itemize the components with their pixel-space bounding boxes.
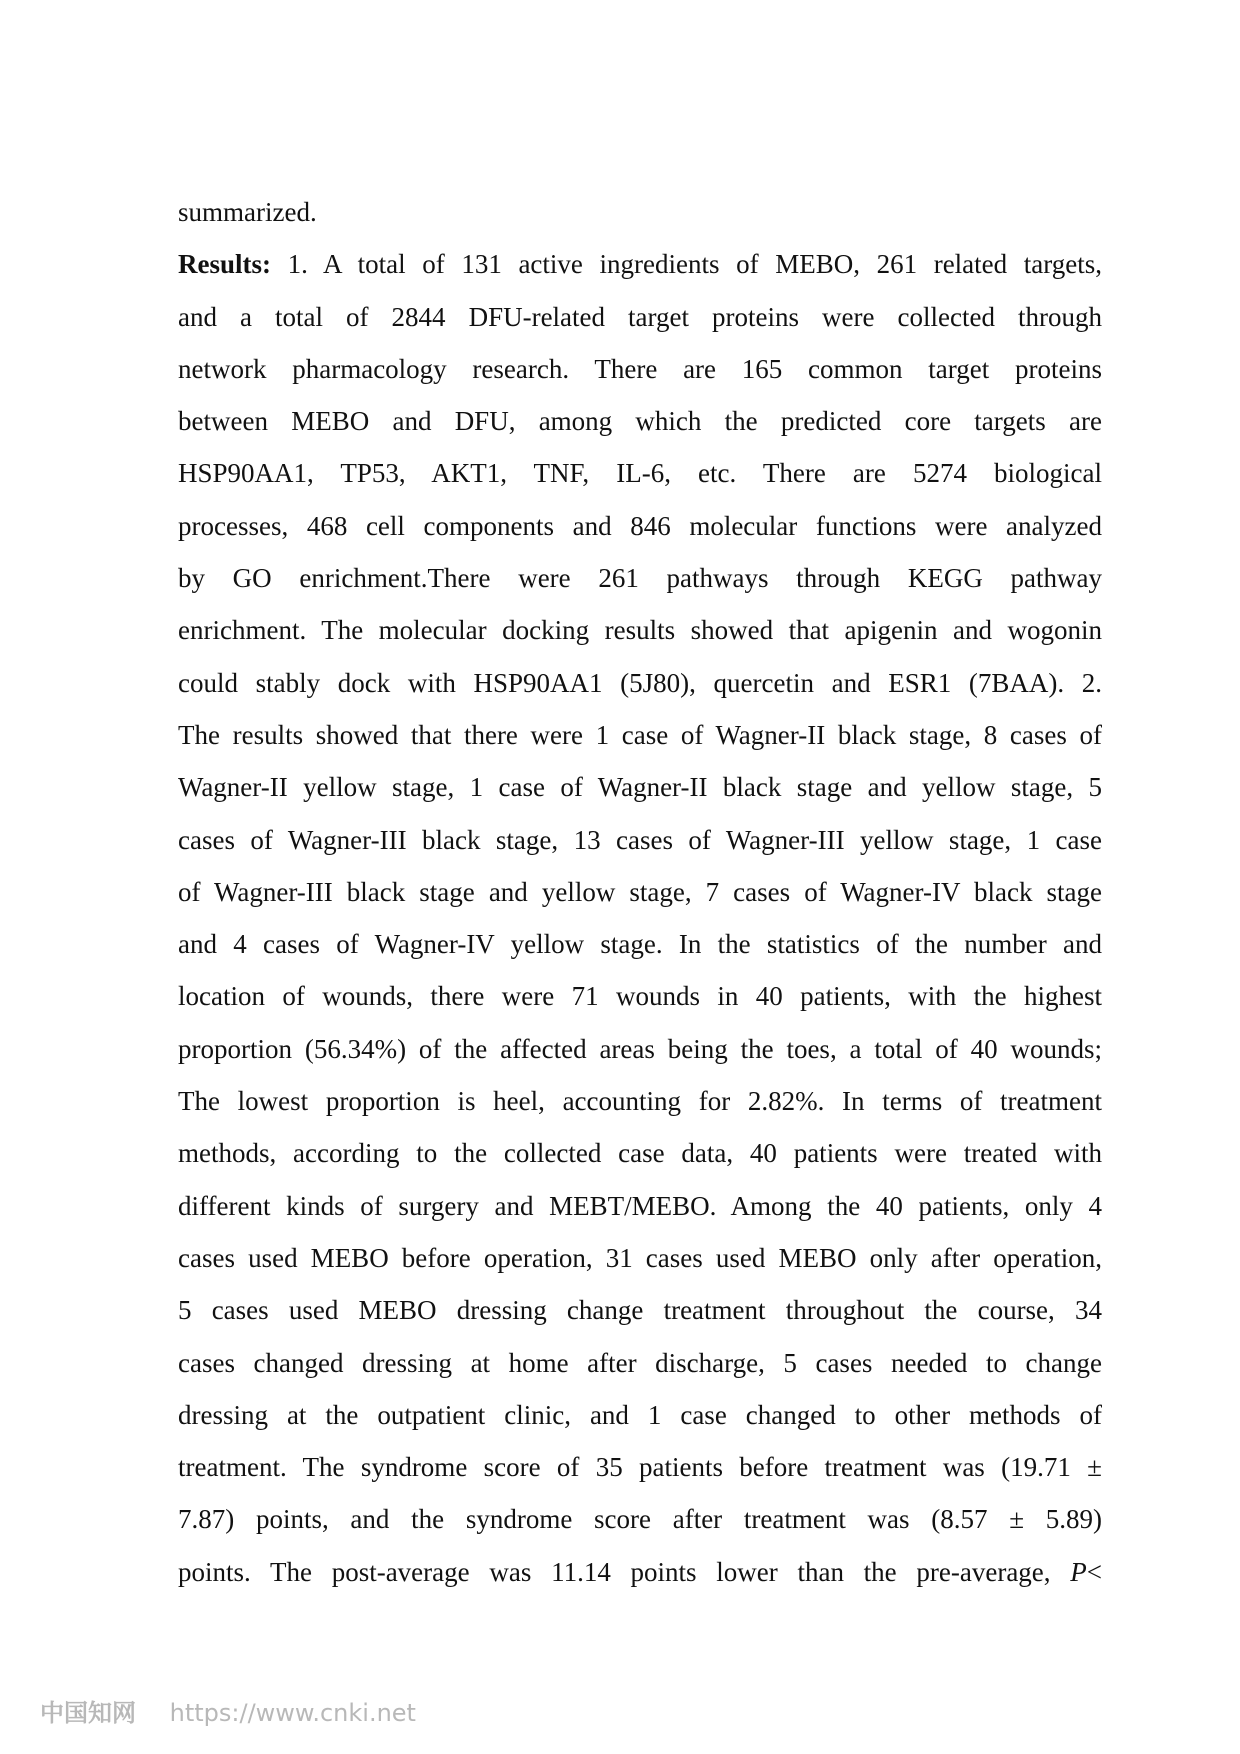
- line-text: 1. A total of 131 active ingredients of MEBO, 261 related targets,: [271, 249, 1102, 280]
- line-text: points. The post-average was 11.14 points lower than the pre-average,: [178, 1556, 1071, 1587]
- text-line: [178, 970, 1102, 1022]
- text-line: [178, 1441, 1102, 1493]
- text-line: [178, 1023, 1102, 1075]
- text-line: [178, 186, 1102, 238]
- line-text: summarized.: [178, 197, 317, 227]
- line-text: proportion (56.34%) of the affected areas being the toes, a total of 40 wounds;: [178, 1033, 1102, 1064]
- text-line: [178, 1493, 1102, 1545]
- section-label: Results:: [178, 249, 271, 280]
- line-text: and a total of 2844 DFU-related target proteins were collected through: [178, 301, 1102, 332]
- text-line: [178, 552, 1102, 604]
- text-line: [178, 1337, 1102, 1389]
- text-line: [178, 918, 1102, 970]
- text-line: [178, 761, 1102, 813]
- line-text: dressing at the outpatient clinic, and 1 case changed to other methods of: [178, 1399, 1102, 1430]
- results-paragraph: [178, 186, 1102, 1598]
- line-text: HSP90AA1, TP53, AKT1, TNF, IL-6, etc. There are 5274 biological: [178, 458, 1102, 489]
- line-text: processes, 468 cell components and 846 molecular functions were analyzed: [178, 510, 1102, 541]
- line-text: different kinds of surgery and MEBT/MEBO. Among the 40 patients, only 4: [178, 1190, 1102, 1221]
- text-line: [178, 238, 1102, 290]
- line-text: treatment. The syndrome score of 35 patients before treatment was (19.71 ±: [178, 1452, 1102, 1483]
- text-line: [178, 1075, 1102, 1127]
- text-line: [178, 500, 1102, 552]
- line-text: 7.87) points, and the syndrome score after treatment was (8.57 ± 5.89): [178, 1504, 1102, 1535]
- text-line: [178, 395, 1102, 447]
- line-text: cases of Wagner-III black stage, 13 cases of Wagner-III yellow stage, 1 case: [178, 824, 1102, 855]
- text-line: [178, 291, 1102, 343]
- p-value-symbol: P: [1070, 1556, 1087, 1587]
- text-line: [178, 814, 1102, 866]
- line-text: The results showed that there were 1 case of Wagner-II black stage, 8 cases of: [178, 719, 1102, 750]
- watermark-url: https://www.cnki.net: [169, 1699, 416, 1727]
- line-text: location of wounds, there were 71 wounds in 40 patients, with the highest: [178, 981, 1102, 1012]
- text-line: [178, 1180, 1102, 1232]
- line-text: methods, according to the collected case data, 40 patients were treated with: [178, 1138, 1102, 1169]
- text-line: [178, 1389, 1102, 1441]
- line-text: between MEBO and DFU, among which the predicted core targets are: [178, 406, 1102, 437]
- text-line: [178, 1284, 1102, 1336]
- line-text: The lowest proportion is heel, accounting for 2.82%. In terms of treatment: [178, 1086, 1102, 1117]
- line-text: and 4 cases of Wagner-IV yellow stage. In the statistics of the number and: [178, 929, 1102, 960]
- text-line: [178, 1546, 1102, 1598]
- cnki-watermark: [40, 1693, 416, 1728]
- text-line: [178, 657, 1102, 709]
- line-text: enrichment. The molecular docking results showed that apigenin and wogonin: [178, 615, 1102, 646]
- watermark-brand: 中国知网: [40, 1699, 136, 1727]
- line-text: could stably dock with HSP90AA1 (5J80), quercetin and ESR1 (7BAA). 2.: [178, 667, 1102, 698]
- comparison-symbol: <: [1086, 1556, 1102, 1587]
- text-line: [178, 447, 1102, 499]
- line-text: Wagner-II yellow stage, 1 case of Wagner-II black stage and yellow stage, 5: [178, 772, 1102, 803]
- line-text: of Wagner-III black stage and yellow stage, 7 cases of Wagner-IV black stage: [178, 876, 1102, 907]
- line-text: 5 cases used MEBO dressing change treatment throughout the course, 34: [178, 1295, 1102, 1326]
- text-line: [178, 1127, 1102, 1179]
- line-text: cases changed dressing at home after discharge, 5 cases needed to change: [178, 1347, 1102, 1378]
- line-text: by GO enrichment.There were 261 pathways through KEGG pathway: [178, 563, 1102, 594]
- line-text: cases used MEBO before operation, 31 cases used MEBO only after operation,: [178, 1242, 1102, 1273]
- text-line: [178, 604, 1102, 656]
- line-text: network pharmacology research. There are 165 common target proteins: [178, 353, 1102, 384]
- text-line: [178, 1232, 1102, 1284]
- text-line: [178, 709, 1102, 761]
- text-line: [178, 866, 1102, 918]
- text-line: [178, 343, 1102, 395]
